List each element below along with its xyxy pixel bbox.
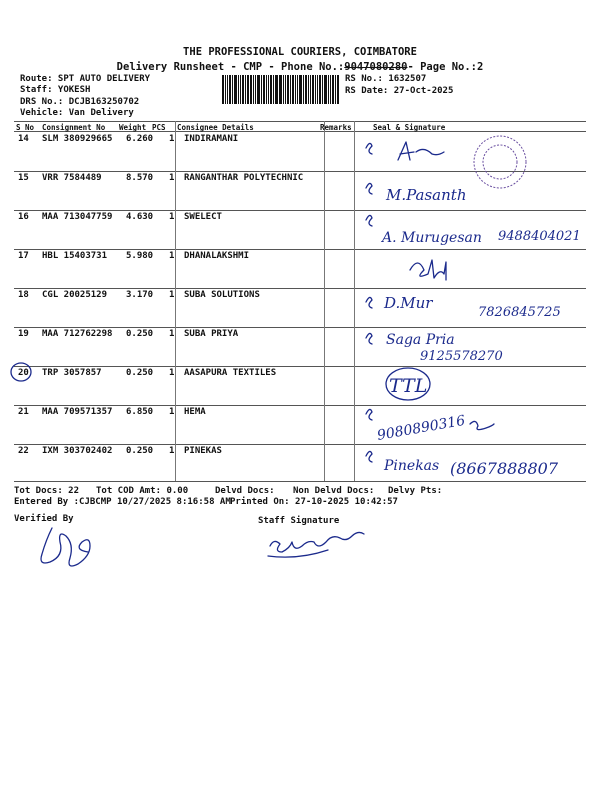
verified-signature — [41, 528, 90, 566]
total-docs: Tot Docs: 22 — [14, 486, 80, 496]
non-delivered-docs: Non Delvd Docs: — [293, 486, 375, 496]
entered-by: Entered By :CJBCMP 10/27/2025 8:16:58 AM — [14, 497, 231, 507]
cell-weight: 0.250 — [126, 446, 154, 456]
cell-consignment: MAA 709571357 — [42, 407, 113, 417]
signature-17 — [410, 260, 446, 280]
col-header-consignee: Consignee Details — [177, 123, 254, 132]
tick-mark — [366, 409, 372, 420]
handwriting-r21: 9080890316 — [375, 412, 467, 444]
cell-sno: 19 — [18, 329, 29, 339]
handwriting-r20: TTL — [389, 375, 428, 397]
handwriting-r15: M.Pasanth — [386, 186, 467, 204]
cell-pcs: 1 — [169, 290, 175, 300]
page-number: - Page No.:2 — [407, 61, 484, 73]
tick-mark — [366, 143, 372, 154]
cell-consignment: CGL 20025129 — [42, 290, 108, 300]
cell-weight: 6.260 — [126, 134, 154, 144]
cell-sno: 22 — [18, 446, 29, 456]
col-header-pcs: PCS — [152, 123, 166, 132]
cell-consignee: DHANALAKSHMI — [184, 251, 250, 261]
handwriting-r16-name: A. Murugesan — [382, 230, 482, 246]
cell-weight: 8.570 — [126, 173, 154, 183]
cell-weight: 6.850 — [126, 407, 154, 417]
delivered-docs: Delvd Docs: — [215, 486, 275, 496]
seal-stamp — [474, 136, 526, 188]
cell-pcs: 1 — [169, 251, 175, 261]
cell-weight: 0.250 — [126, 368, 154, 378]
cell-consignee: PINEKAS — [184, 446, 222, 456]
handwriting-r19-phone: 9125578270 — [420, 349, 503, 364]
cell-sno: 14 — [18, 134, 29, 144]
handwriting-r18-name: D.Mur — [384, 294, 433, 312]
cell-consignment: VRR 7584489 — [42, 173, 102, 183]
cell-pcs: 1 — [169, 134, 175, 144]
handwriting-r22-phone: (8667888807 — [450, 459, 559, 478]
cell-consignee: HEMA — [184, 407, 206, 417]
cell-consignee: RANGANTHAR POLYTECHNIC — [184, 173, 304, 183]
cell-pcs: 1 — [169, 368, 175, 378]
route-label: Route: SPT AUTO DELIVERY — [20, 74, 151, 84]
cell-consignee: SUBA SOLUTIONS — [184, 290, 260, 300]
staff-label: Staff: YOKESH — [20, 85, 91, 95]
handwriting-r18-phone: 7826845725 — [478, 305, 561, 320]
staff-signature-label: Staff Signature — [258, 516, 340, 526]
runsheet-prefix: Delivery Runsheet - CMP - Phone No.: — [116, 61, 345, 73]
company-title: THE PROFESSIONAL COURIERS, COIMBATORE — [183, 46, 417, 58]
cell-consignment: TRP 3057857 — [42, 368, 102, 378]
cell-consignee: INDIRAMANI — [184, 134, 239, 144]
col-header-weight: Weight — [119, 123, 147, 132]
cell-pcs: 1 — [169, 407, 175, 417]
rs-number: RS No.: 1632507 — [345, 74, 427, 84]
cell-weight: 3.170 — [126, 290, 154, 300]
tick-mark — [366, 215, 372, 226]
cell-sno: 15 — [18, 173, 29, 183]
total-cod: Tot COD Amt: 0.00 — [96, 486, 189, 496]
tick-mark — [366, 183, 372, 194]
cell-consignment: HBL 15403731 — [42, 251, 108, 261]
col-header-consignment: Consignment No — [42, 123, 106, 132]
rs-date: RS Date: 27-Oct-2025 — [345, 86, 454, 96]
seal-stamp-inner — [483, 145, 517, 179]
cell-consignment: SLM 380929665 — [42, 134, 113, 144]
cell-consignment: MAA 712762298 — [42, 329, 113, 339]
col-header-remarks: Remarks — [320, 123, 352, 132]
cell-sno: 18 — [18, 290, 29, 300]
col-header-seal: Seal & Signature — [373, 123, 446, 132]
tick-mark — [366, 451, 372, 462]
signature-14 — [398, 142, 444, 160]
cell-weight: 4.630 — [126, 212, 154, 222]
cell-pcs: 1 — [169, 329, 175, 339]
delivery-points: Delvy Pts: — [388, 486, 443, 496]
drs-number: DRS No.: DCJB163250702 — [20, 97, 140, 107]
handwriting-r19-name: Saga Pria — [386, 332, 455, 348]
cell-sno: 17 — [18, 251, 29, 261]
staff-signature-mark — [268, 532, 364, 557]
cell-consignment: IXM 303702402 — [42, 446, 113, 456]
verified-by-label: Verified By — [14, 514, 74, 524]
cell-sno: 21 — [18, 407, 29, 417]
cell-weight: 0.250 — [126, 329, 154, 339]
cell-consignee: SUBA PRIYA — [184, 329, 239, 339]
cell-sno: 20 — [18, 368, 29, 378]
handwriting-r16-phone: 9488404021 — [498, 229, 581, 244]
tick-mark — [366, 333, 372, 344]
cell-weight: 5.980 — [126, 251, 154, 261]
cell-consignee: SWELECT — [184, 212, 222, 222]
handwriting-r22-name: Pinekas — [384, 458, 440, 474]
circle-mark — [11, 363, 31, 381]
cell-consignee: AASAPURA TEXTILES — [184, 368, 277, 378]
phone-number: 9047080280 — [344, 61, 408, 73]
cell-consignment: MAA 713047759 — [42, 212, 113, 222]
col-header-sno: S No — [16, 123, 35, 132]
cell-pcs: 1 — [169, 173, 175, 183]
signature-21 — [470, 421, 494, 429]
vehicle-label: Vehicle: Van Delivery — [20, 108, 134, 118]
cell-pcs: 1 — [169, 446, 175, 456]
tick-mark — [366, 297, 372, 308]
printed-on: Printed On: 27-10-2025 10:42:57 — [230, 497, 398, 507]
cell-pcs: 1 — [169, 212, 175, 222]
cell-sno: 16 — [18, 212, 29, 222]
